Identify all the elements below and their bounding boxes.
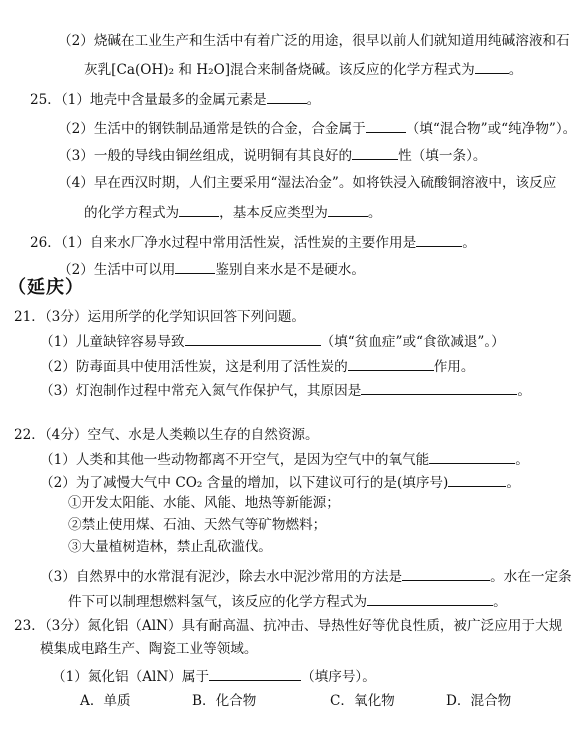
q23-options [80, 692, 536, 710]
q22-3-line2: 件下可以制理想燃料氢气，该反应的化学方程式为 。 [68, 591, 507, 611]
q21-2: （2）防毒面具中使用活性炭，这是利用了活性炭的 作用。 [40, 356, 475, 376]
answer-blank[interactable] [328, 202, 368, 217]
q25-1: 25．（1）地壳中含量最多的金属元素是 。 [30, 89, 320, 109]
answer-blank[interactable] [361, 380, 517, 395]
q26-1: 26．（1）自来水厂净水过程中常用活性炭，活性炭的主要作用是 。 [30, 232, 476, 252]
answer-blank[interactable] [209, 666, 301, 681]
q22-option-3: ③大量植树造林，禁止乱砍滥伐。 [68, 539, 272, 555]
q24-2-line2: 灰乳[Ca(OH)₂ 和 H₂O]混合来制备烧碱。该反应的化学方程式为 。 [84, 59, 522, 79]
option-c[interactable]: C．氧化物 [330, 693, 395, 709]
option-d[interactable]: D．混合物 [446, 693, 512, 709]
q22-option-1: ①开发太阳能、水能、风能、地热等新能源； [68, 495, 340, 511]
answer-blank[interactable] [348, 356, 434, 371]
q22-option-2: ②禁止使用煤、石油、天然气等矿物燃料； [68, 517, 327, 533]
answer-blank[interactable] [175, 259, 215, 274]
answer-blank[interactable] [367, 591, 493, 606]
q23-1: （1）氮化铝（AlN）属于 （填序号）。 [52, 666, 376, 686]
q22-stem: 22．（4分）空气、水是人类赖以生存的自然资源。 [14, 427, 319, 443]
q23-stem-line2: 模集成电路生产、陶瓷工业等领域。 [40, 641, 258, 657]
option-b[interactable]: B．化合物 [192, 693, 257, 709]
answer-blank[interactable] [179, 202, 219, 217]
q22-1: （1）人类和其他一些动物都离不开空气，是因为空气中的氧气能 。 [40, 449, 529, 469]
q25-3: （3）一般的导线由铜丝组成，说明铜有其良好的 性（填一条）。 [58, 145, 486, 165]
q22-3-line1: （3）自然界中的水常混有泥沙，除去水中泥沙常用的方法是 。水在一定条 [40, 566, 572, 586]
q21-1: （1）儿童缺锌容易导致 （填“贫血症”或“食欲减退”。） [40, 331, 505, 351]
answer-blank[interactable] [366, 118, 406, 133]
q21-stem: 21．（3分）运用所学的化学知识回答下列问题。 [14, 309, 306, 325]
q24-2-line1: （2）烧碱在工业生产和生活中有着广泛的用途，很早以前人们就知道用纯碱溶液和石 [58, 33, 570, 49]
answer-blank[interactable] [402, 566, 490, 581]
q21-3: （3）灯泡制作过程中常充入氮气作保护气，其原因是 。 [40, 380, 531, 400]
answer-blank[interactable] [448, 472, 506, 487]
answer-blank[interactable] [185, 331, 321, 346]
answer-blank[interactable] [416, 232, 462, 247]
q25-2: （2）生活中的钢铁制品通常是铁的合金，合金属于 （填“混合物”或“纯净物”）。 [58, 118, 576, 138]
answer-blank[interactable] [475, 59, 509, 74]
answer-blank[interactable] [352, 145, 398, 160]
q25-4-line1: （4）早在西汉时期，人们主要采用“湿法冶金”。如将铁浸入硫酸铜溶液中，该反应 [58, 175, 557, 191]
q23-stem-line1: 23．（3分）氮化铝（AlN）具有耐高温、抗冲击、导热性好等优良性质，被广泛应用于大规 [14, 618, 563, 634]
q26-2: （2）生活中可以用 鉴别自来水是不是硬水。 [58, 259, 365, 279]
q25-4-line2: 的化学方程式为 ，基本反应类型为 。 [84, 202, 382, 222]
q22-2: （2）为了减慢大气中 CO₂ 含量的增加，以下建议可行的是(填序号) 。 [40, 472, 520, 492]
answer-blank[interactable] [267, 89, 307, 104]
section-heading: （延庆） [8, 277, 84, 298]
option-a[interactable]: A．单质 [80, 693, 131, 709]
answer-blank[interactable] [429, 449, 515, 464]
